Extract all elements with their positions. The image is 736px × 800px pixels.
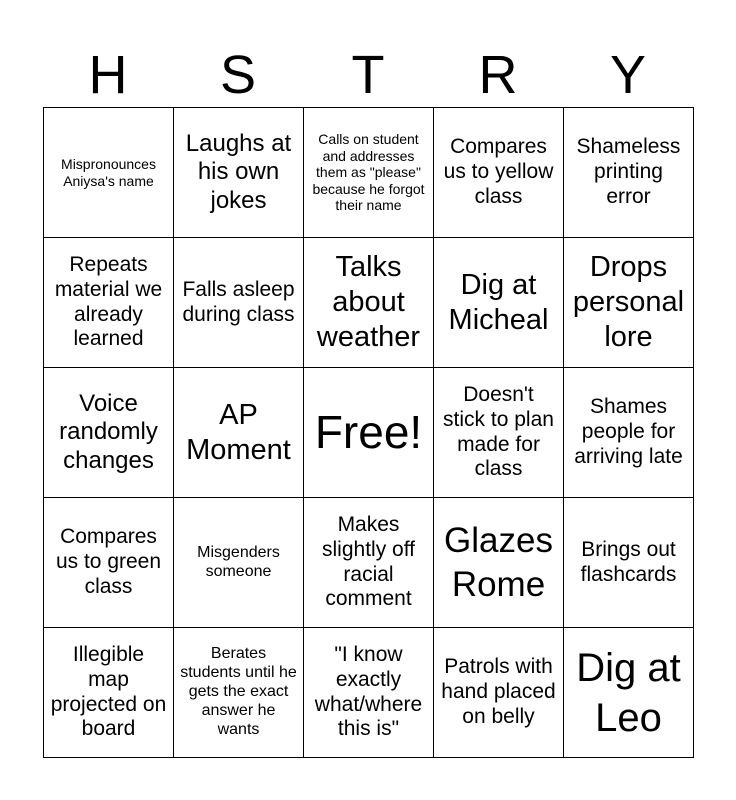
bingo-cell[interactable]: Compares us to green class [44, 498, 174, 628]
bingo-cell[interactable]: Berates students until he gets the exact answer he wants [174, 628, 304, 758]
bingo-cell[interactable]: "I know exactly what/where this is" [304, 628, 434, 758]
header-letter-h: H [88, 45, 128, 105]
bingo-cell[interactable]: Illegible map projected on board [44, 628, 174, 758]
bingo-header [43, 44, 693, 106]
bingo-cell[interactable]: Voice randomly changes [44, 368, 174, 498]
bingo-cell[interactable]: Misgenders someone [174, 498, 304, 628]
header-letter-s: S [219, 45, 257, 105]
bingo-cell[interactable]: Laughs at his own jokes [174, 108, 304, 238]
bingo-cell[interactable]: Glazes Rome [434, 498, 564, 628]
bingo-cell[interactable]: Brings out flashcards [564, 498, 694, 628]
header-letter-t: T [351, 45, 385, 105]
bingo-cell[interactable]: Dig at Micheal [434, 238, 564, 368]
bingo-cell[interactable]: Compares us to yellow class [434, 108, 564, 238]
bingo-cell[interactable]: Dig at Leo [564, 628, 694, 758]
bingo-cell[interactable]: AP Moment [174, 368, 304, 498]
bingo-cell[interactable]: Makes slightly off racial comment [304, 498, 434, 628]
bingo-cell[interactable]: Doesn't stick to plan made for class [434, 368, 564, 498]
bingo-cell[interactable]: Shames people for arriving late [564, 368, 694, 498]
bingo-cell[interactable]: Shameless printing error [564, 108, 694, 238]
header-letter-y: Y [609, 45, 647, 105]
bingo-cell[interactable]: Mispronounces Aniysa's name [44, 108, 174, 238]
bingo-cell[interactable]: Falls asleep during class [174, 238, 304, 368]
bingo-cell[interactable]: Repeats material we already learned [44, 238, 174, 368]
bingo-board [43, 107, 694, 758]
bingo-cell[interactable]: Drops personal lore [564, 238, 694, 368]
bingo-cell[interactable]: Patrols with hand placed on belly [434, 628, 564, 758]
header-letter-r: R [478, 45, 518, 105]
bingo-cell[interactable]: Calls on student and addresses them as "please" because he forgot their name [304, 108, 434, 238]
bingo-cell[interactable]: Talks about weather [304, 238, 434, 368]
bingo-cell-free[interactable]: Free! [304, 368, 434, 498]
